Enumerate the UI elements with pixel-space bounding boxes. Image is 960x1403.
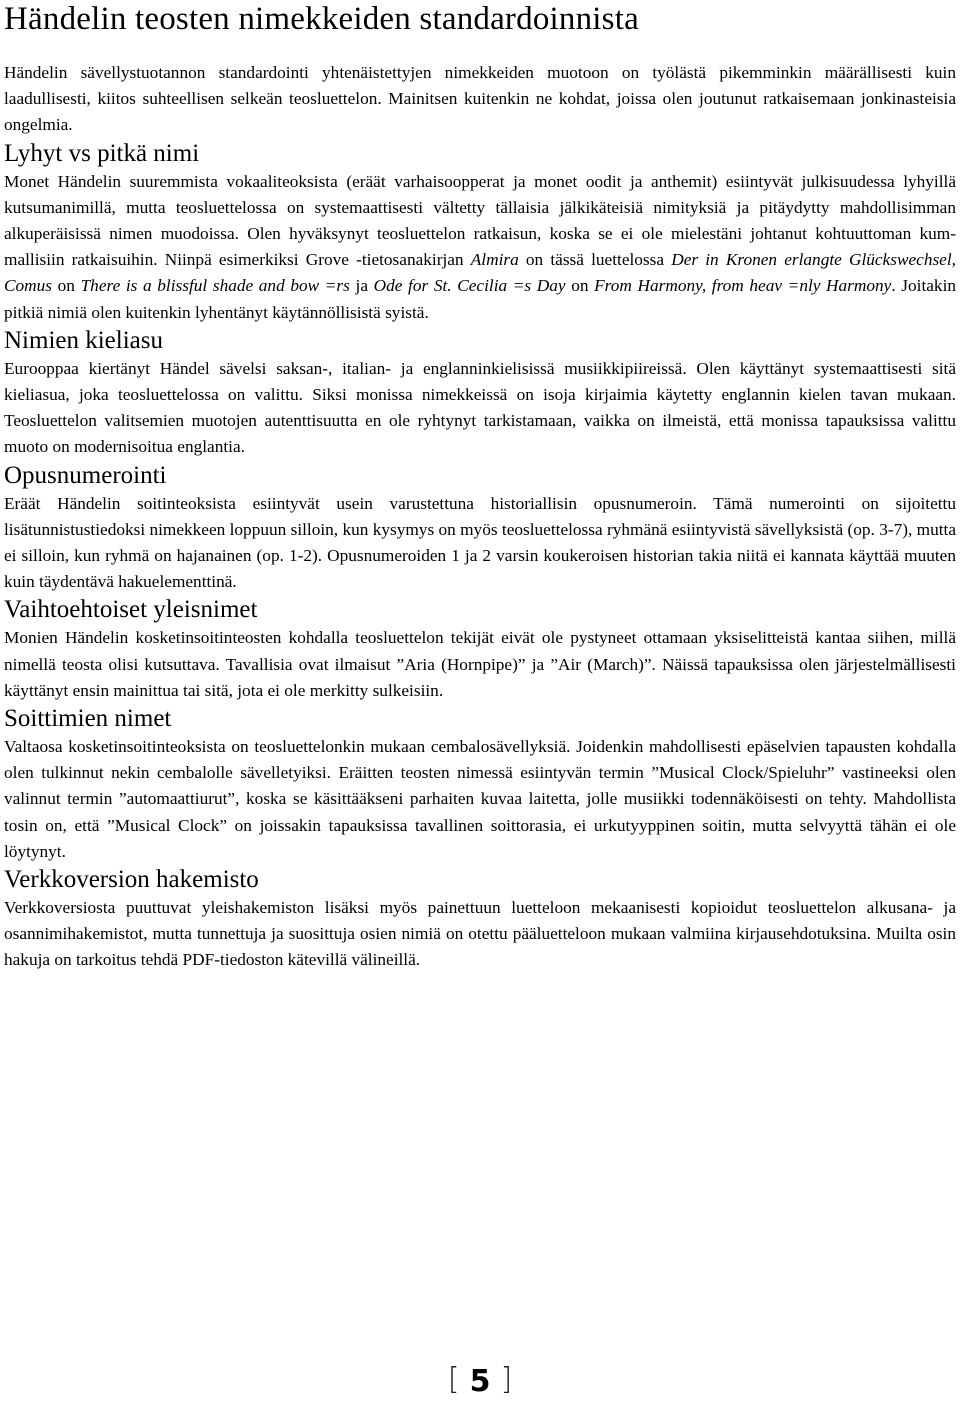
page-number-bracket-left: [	[447, 1362, 460, 1397]
text-run: ja	[349, 276, 374, 296]
section-short-vs-long-name	[4, 139, 956, 326]
work-title: Almira	[470, 250, 519, 270]
work-title: There is a blissful shade and bow =rs	[80, 276, 350, 296]
page-number	[0, 1360, 960, 1400]
document-page	[4, 0, 956, 974]
section-paragraph: Monien Händelin kosketinsoitinteosten kohdalla teosluettelon tekijät eivät ole pystyneet ottamaan yksiselitteistä kantaa siihen, millä nimellä teosta olisi kutsuttava. Tavallisia ovat ilmaisut ”Aria (Hornpipe)” ja ”Air (March)”. Näissä tapauksissa olen järjestelmällisesti käyttänyt ensin mainittua tai sitä, jota ei ole merkitty sulkeisiin.	[4, 628, 956, 700]
section-heading: Vaihtoehtoiset yleisnimet	[4, 596, 258, 624]
section-paragraph: Valtaosa kosketinsoitinteoksista on teosluettelonkin mukaan cembalosävellyksiä. Joidenkin mahdollisesti epäselvien tapausten kohdalla olen tulkinnut nekin cembalolle sävelletyiksi. Eräitten teosten nimessä esiintyvän termin ”Musical Clock/Spieluhr” vastineeksi olen valinnut termin ”automaattiurut”, koska se käsittääkseni parhaiten kuvaa laitetta, jolle musiikki todennäköisesti on tehty. Mahdollista tosin on, että ”Musical Clock” on joissakin tapauksissa tavallinen soittorasia, ei urkutyyppinen soitin, mutta selvyyttä tähän ei ole löytynyt.	[4, 737, 956, 861]
section-heading: Lyhyt vs pitkä nimi	[4, 139, 200, 167]
section-paragraph	[4, 169, 956, 326]
section-paragraph: Eurooppaa kiertänyt Händel sävelsi saksan-, italian- ja englanninkielisissä musiikkipiireissä. Olen käyttänyt systemaattisesti sitä kieliasua, joka teosluettelossa on valittu. Siksi monissa nimekkeissä on isoja kirjaimia käytetty englannin kielen tavan mukaan. Teosluettelon valitsemien muotojen autenttisuutta en ole ryhtynyt tarkistamaan, vaikka on ilmeistä, että monissa tapauksissa valittu muoto on modernisoitua englantia.	[4, 358, 956, 457]
section-language-of-names	[4, 326, 956, 461]
work-title: Comus	[4, 276, 53, 296]
page-number-value: 5	[469, 1364, 491, 1399]
section-heading: Opusnumerointi	[4, 461, 167, 489]
work-title: From Harmony, from heav =nly Harmony	[594, 276, 892, 296]
page-title: Händelin teosten nimekkeiden standardoinnista	[4, 1, 639, 37]
section-heading: Nimien kieliasu	[4, 326, 163, 354]
text-run: . Joitakin pitkiä nimiä olen kuitenkin lyhentänyt käytännöllisistä syistä.	[4, 276, 957, 322]
section-web-index	[4, 865, 956, 974]
section-instrument-names	[4, 704, 956, 865]
text-run: Monet Händelin suuremmista vokaaliteoksista (eräät varhaisoopperat ja monet oodit ja anthemit) esiintyvät julkisuudessa lyhyillä kutsumanimillä, mutta teosluettelossa on systemaattisesti vältetty tällaisia jälkikäteisiä nimityksiä ja pitäydytty mahdollisimman alkuperäisissä nimen muodoissa. Olen hyväksynyt teosluettelon ratkaisun, koska se ei ole mielestäni johtanut kohtuuttoman kum-mallisiin ratkaisuihin. Niinpä esimerkiksi Grove -tietosanakirjan	[4, 171, 956, 270]
text-run: on	[52, 276, 81, 296]
intro-paragraph: Händelin sävellystuotannon standardointi yhtenäistettyjen nimekkeiden muotoon on työlästä pikemminkin määrällisesti kuin laadullisesti, kiitos suhteellisen selkeän teosluettelon. Mainitsen kuitenkin ne kohdat, joissa olen joutunut ratkaisemaan jonkinasteisia ongelmia.	[4, 63, 956, 135]
section-heading: Verkkoversion hakemisto	[4, 866, 259, 894]
work-title: Der in Kronen erlangte Glückswechsel	[671, 250, 952, 270]
section-heading: Soittimien nimet	[4, 705, 172, 733]
text-run: ,	[951, 250, 956, 270]
text-run: on	[565, 276, 595, 296]
text-run: on tässä luettelossa	[518, 250, 672, 270]
section-opus-numbering	[4, 461, 956, 596]
section-alternative-names	[4, 595, 956, 704]
work-title: Ode for St. Cecilia =s Day	[373, 276, 566, 296]
page-number-bracket-right: ]	[500, 1362, 513, 1397]
section-paragraph: Eräät Händelin soitinteoksista esiintyvät usein varustettuna historiallisin opusnumeroin. Tämä numerointi on sijoitettu lisätunnistustiedoksi nimekkeen loppuun silloin, kun kysymys on myös teosluettelossa ryhmänä esiintyvistä sävellyksistä (op. 3-7), mutta ei silloin, kun ryhmä on hajanainen (op. 1-2). Opusnumeroiden 1 ja 2 varsin koukeroisen historian takia niitä ei kannata käyttää muuten kuin täydentävä hakuelementtinä.	[4, 493, 956, 592]
section-paragraph: Verkkoversiosta puuttuvat yleishakemiston lisäksi myös painettuun luetteloon mekaanisesti kopioidut teosluettelon alkusana- ja osannimihakemistot, mutta tunnettuja ja suosittuja osien nimiä on otettu pääluetteloon mukaan valmiina kirjausehdotuksina. Muilta osin hakuja on tarkoitus tehdä PDF-tiedoston kätevillä välineillä.	[4, 898, 956, 970]
